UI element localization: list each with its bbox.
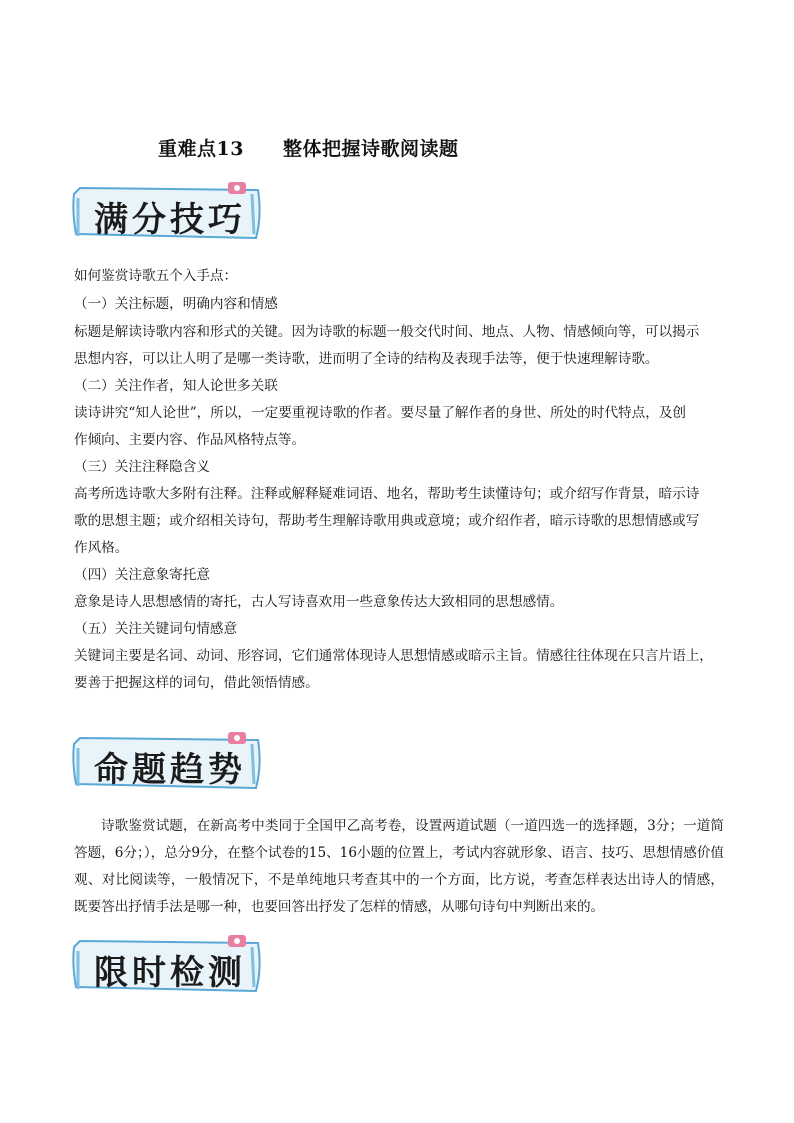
- trend-paragraph: 诗歌鉴赏试题，在新高考中类同于全国甲乙高考卷，设置两道试题（一道四选一的选择题，3分；一道简答题，6分；），总分9分，在整个试卷的15、16小题的位置上，考试内容就形象、语言、技巧、思想情感价值观、对比阅读等，一般情况下，不是单纯地只考查其中的一个方面，比方说，考查怎样表达出诗人的情感，既要答出抒情手法是哪一种，也要回答出抒发了怎样的情感，从哪句诗句中判断出来的。: [74, 818, 725, 915]
- point-3-text-2: 歌的思想主题；或介绍相关诗句，帮助考生理解诗歌用典或意境；或介绍作者，暗示诗歌的思想情感或写: [74, 513, 700, 529]
- point-1-text-1: 标题是解读诗歌内容和形式的关键。因为诗歌的标题一般交代时间、地点、人物、情感倾向等，可以揭示: [74, 324, 700, 340]
- banner-test-label: 限时检测: [94, 953, 246, 993]
- point-5-text-1: 关键词主要是名词、动词、形容词，它们通常体现诗人思想情感或暗示主旨。情感往往体现在只言片语上，: [74, 648, 713, 664]
- point-3-text-3: 作风格。: [74, 540, 129, 556]
- banner-trend-label: 命题趋势: [94, 750, 246, 790]
- point-5-heading: （五）关注关键词句情感意: [74, 621, 238, 637]
- banner-test: [70, 935, 264, 997]
- point-3-text-1: 高考所选诗歌大多附有注释。注释或解释疑难词语、地名，帮助考生读懂诗句；或介绍写作背景，暗示诗: [74, 486, 700, 502]
- skills-intro: 如何鉴赏诗歌五个入手点：: [74, 268, 238, 284]
- banner-skills-label: 满分技巧: [94, 200, 246, 240]
- point-1-heading: （一）关注标题，明确内容和情感: [74, 296, 278, 312]
- banner-skills: [70, 182, 264, 244]
- point-2-heading: （二）关注作者，知人论世多关联: [74, 378, 278, 394]
- point-1-text-2: 思想内容，可以让人明了是哪一类诗歌，进而明了全诗的结构及表现手法等，便于快速理解诗歌。: [74, 351, 659, 367]
- banner-trend: [70, 732, 264, 794]
- point-2-text-1: 读诗讲究“知人论世”，所以，一定要重视诗歌的作者。要尽量了解作者的身世、所处的时代特点，及创: [74, 405, 687, 421]
- page-title: 重难点13 整体把握诗歌阅读题: [158, 138, 459, 160]
- point-4-text-1: 意象是诗人思想感情的寄托，古人写诗喜欢用一些意象传达大致相同的思想感情。: [74, 594, 564, 610]
- point-5-text-2: 要善于把握这样的词句，借此领悟情感。: [74, 675, 319, 691]
- point-3-heading: （三）关注注释隐含义: [74, 459, 210, 475]
- point-4-heading: （四）关注意象寄托意: [74, 567, 210, 583]
- point-2-text-2: 作倾向、主要内容、作品风格特点等。: [74, 432, 306, 448]
